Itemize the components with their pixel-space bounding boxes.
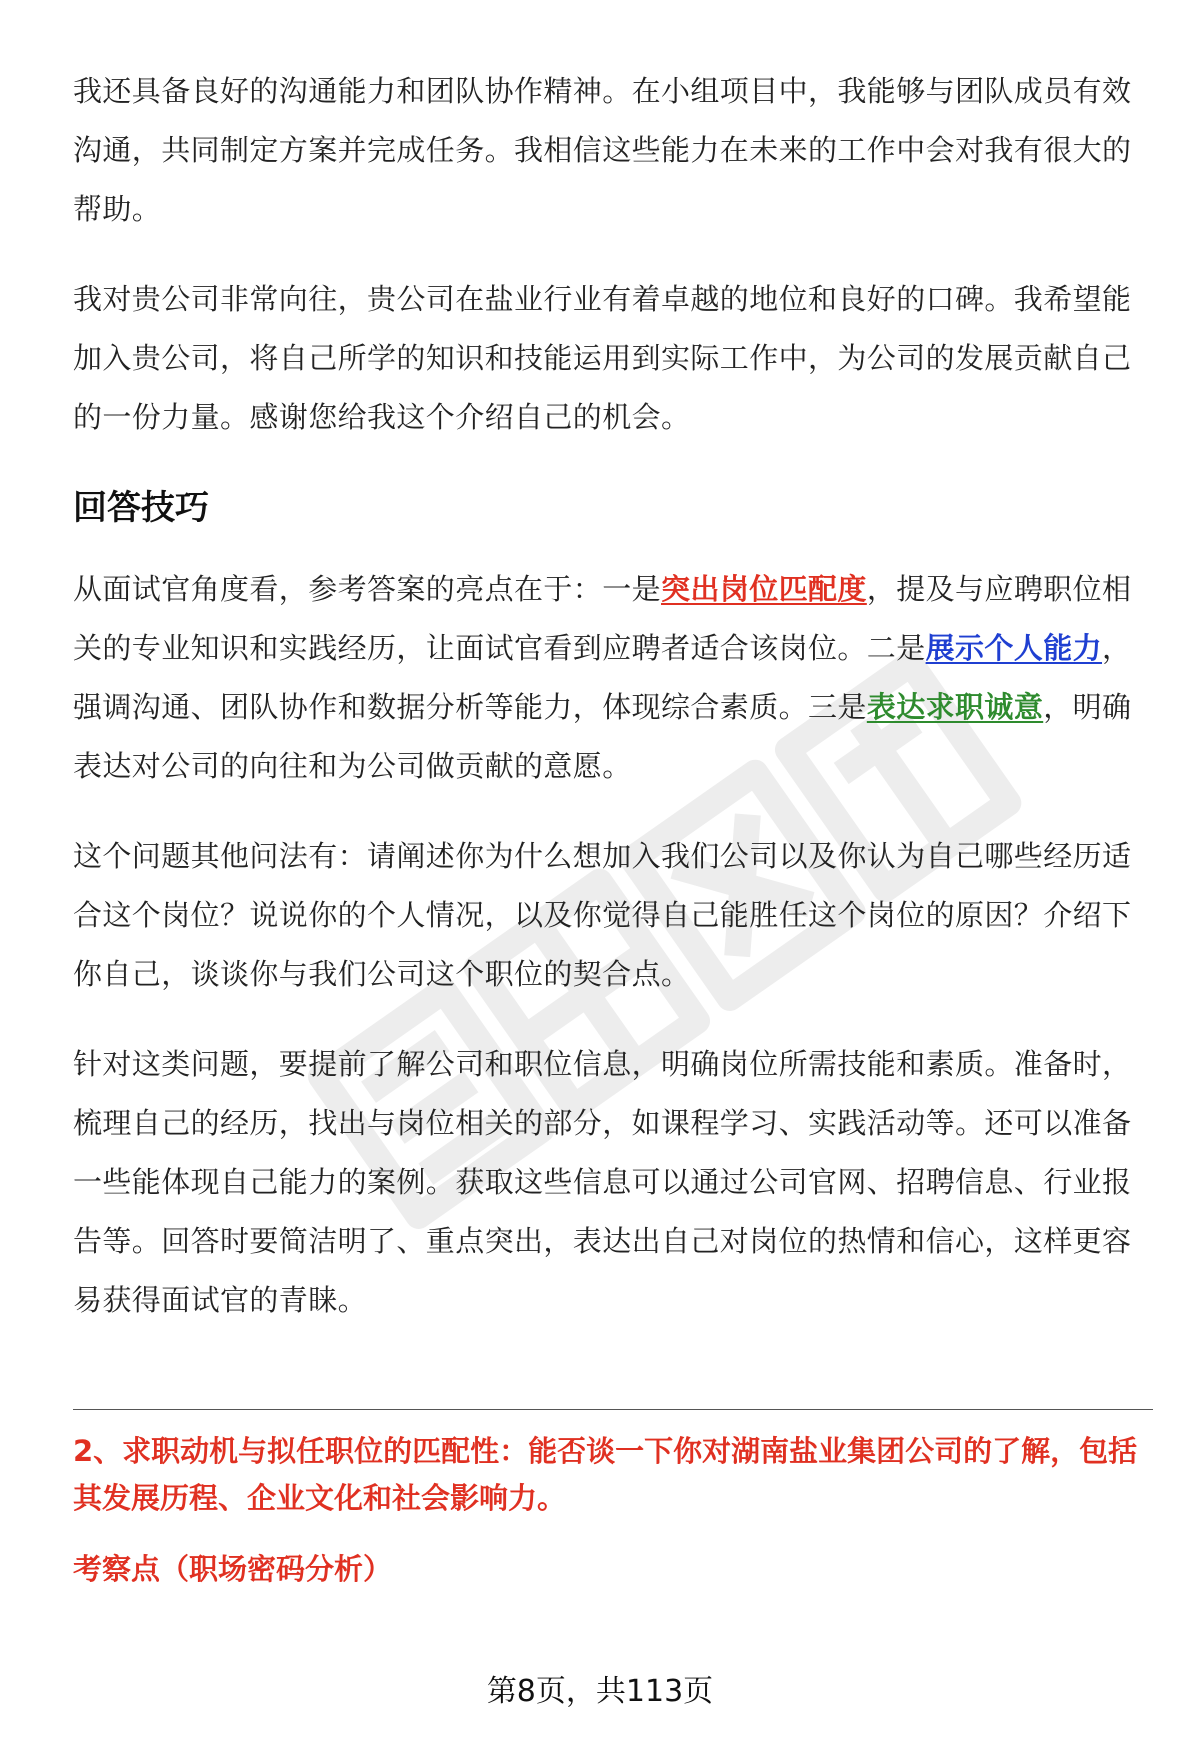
tips-text-4: ，明确表达对公司的向往和为公司做贡献的意愿。 <box>73 690 1132 783</box>
paragraph-tips <box>73 560 1153 796</box>
highlight-sincerity: 表达求职诚意 <box>866 690 1044 724</box>
highlight-job-match: 突出岗位匹配度 <box>661 572 867 606</box>
section-divider <box>73 1409 1153 1410</box>
paragraph-skills: 我还具备良好的沟通能力和团队协作精神。在小组项目中，我能够与团队成员有效沟通，共同制定方案并完成任务。我相信这些能力在未来的工作中会对我有很大的帮助。 <box>73 74 1132 226</box>
exam-point-heading: 考察点（职场密码分析） <box>73 1552 393 1586</box>
highlight-personal-ability: 展示个人能力 <box>925 631 1103 665</box>
paragraph-motivation: 我对贵公司非常向往，贵公司在盐业行业有着卓越的地位和良好的口碑。我希望能加入贵公司，将自己所学的知识和技能运用到实际工作中，为公司的发展贡献自己的一份力量。感谢您给我这个介绍自己的机会。 <box>73 282 1132 434</box>
tips-text-3: ，强调沟通、团队协作和数据分析等能力，体现综合素质。三是 <box>73 631 1132 724</box>
section-title-answer-tips: 回答技巧 <box>73 488 209 528</box>
tips-text-1: 从面试官角度看，参考答案的亮点在于：一是 <box>73 572 662 606</box>
page-footer: 第8页，共113页 <box>486 1674 714 1709</box>
question-heading: 2、求职动机与拟任职位的匹配性：能否谈一下你对湖南盐业集团公司的了解，包括其发展历程、企业文化和社会影响力。 <box>73 1434 1138 1515</box>
paragraph-alternative-questions: 这个问题其他问法有：请阐述你为什么想加入我们公司以及你认为自己哪些经历适合这个岗位？说说你的个人情况，以及你觉得自己能胜任这个岗位的原因？介绍下你自己，谈谈你与我们公司这个职位的契合点。 <box>73 839 1132 991</box>
paragraph-preparation: 针对这类问题，要提前了解公司和职位信息，明确岗位所需技能和素质。准备时，梳理自己的经历，找出与岗位相关的部分，如课程学习、实践活动等。还可以准备一些能体现自己能力的案例。获取这些信息可以通过公司官网、招聘信息、行业报告等。回答时要简洁明了、重点突出，表达出自己对岗位的热情和信心，这样更容易获得面试官的青睐。 <box>73 1047 1132 1317</box>
tips-text-2: ，提及与应聘职位相关的专业知识和实践经历，让面试官看到应聘者适合该岗位。二是 <box>73 572 1132 665</box>
main-content <box>73 62 1153 1361</box>
